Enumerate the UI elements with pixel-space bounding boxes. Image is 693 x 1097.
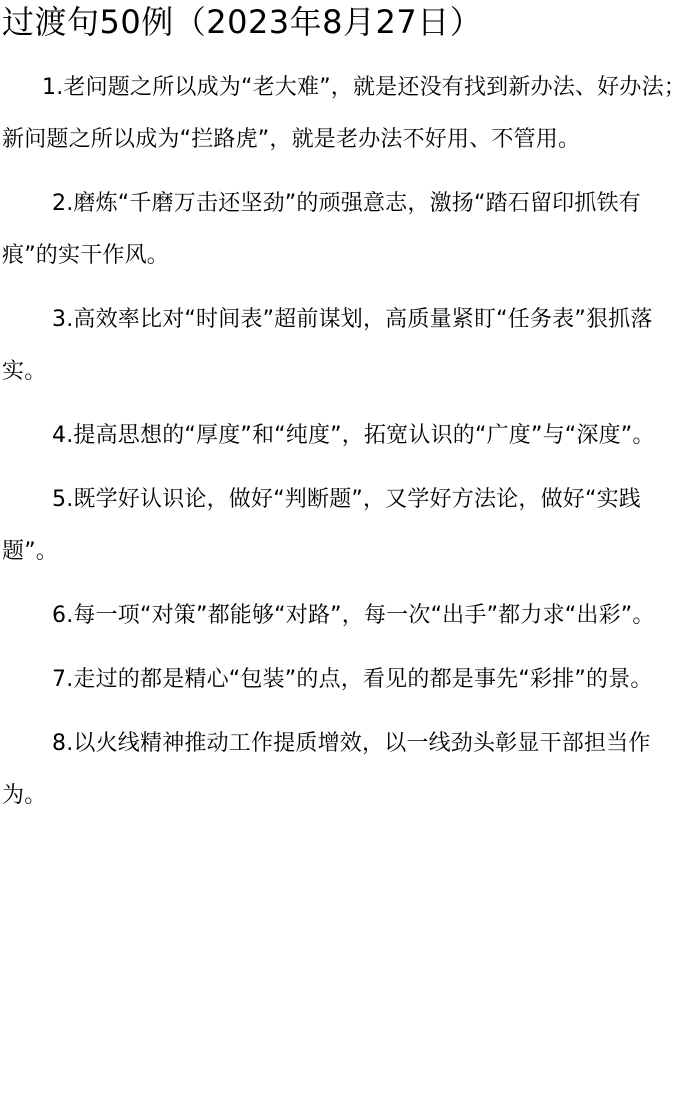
list-item: 8.以火线精神推动工作提质增效，以一线劲头彰显干部担当作为。 [2, 731, 651, 808]
list-item: 6.每一项“对策”都能够“对路”，每一次“出手”都力求“出彩”。 [52, 603, 655, 628]
list-item: 3.高效率比对“时间表”超前谋划，高质量紧盯“任务表”狠抓落实。 [2, 307, 653, 384]
list-item: 1.老问题之所以成为“老大难”，就是还没有找到新办法、好办法；新问题之所以成为“拦路虎”，就是老办法不好用、不管用。 [2, 75, 686, 152]
list-item: 5.既学好认识论，做好“判断题”，又学好方法论，做好“实践题”。 [2, 487, 641, 564]
list-item: 2.磨炼“千磨万击还坚劲”的顽强意志，激扬“踏石留印抓铁有痕”的实干作风。 [2, 191, 641, 268]
list-item: 7.走过的都是精心“包装”的点，看见的都是事先“彩排”的景。 [52, 667, 653, 692]
document-title: 过渡句50例（2023年8月27日） [2, 3, 483, 41]
list-item: 4.提高思想的“厚度”和“纯度”，拓宽认识的“广度”与“深度”。 [52, 423, 655, 448]
example-list [2, 62, 691, 822]
